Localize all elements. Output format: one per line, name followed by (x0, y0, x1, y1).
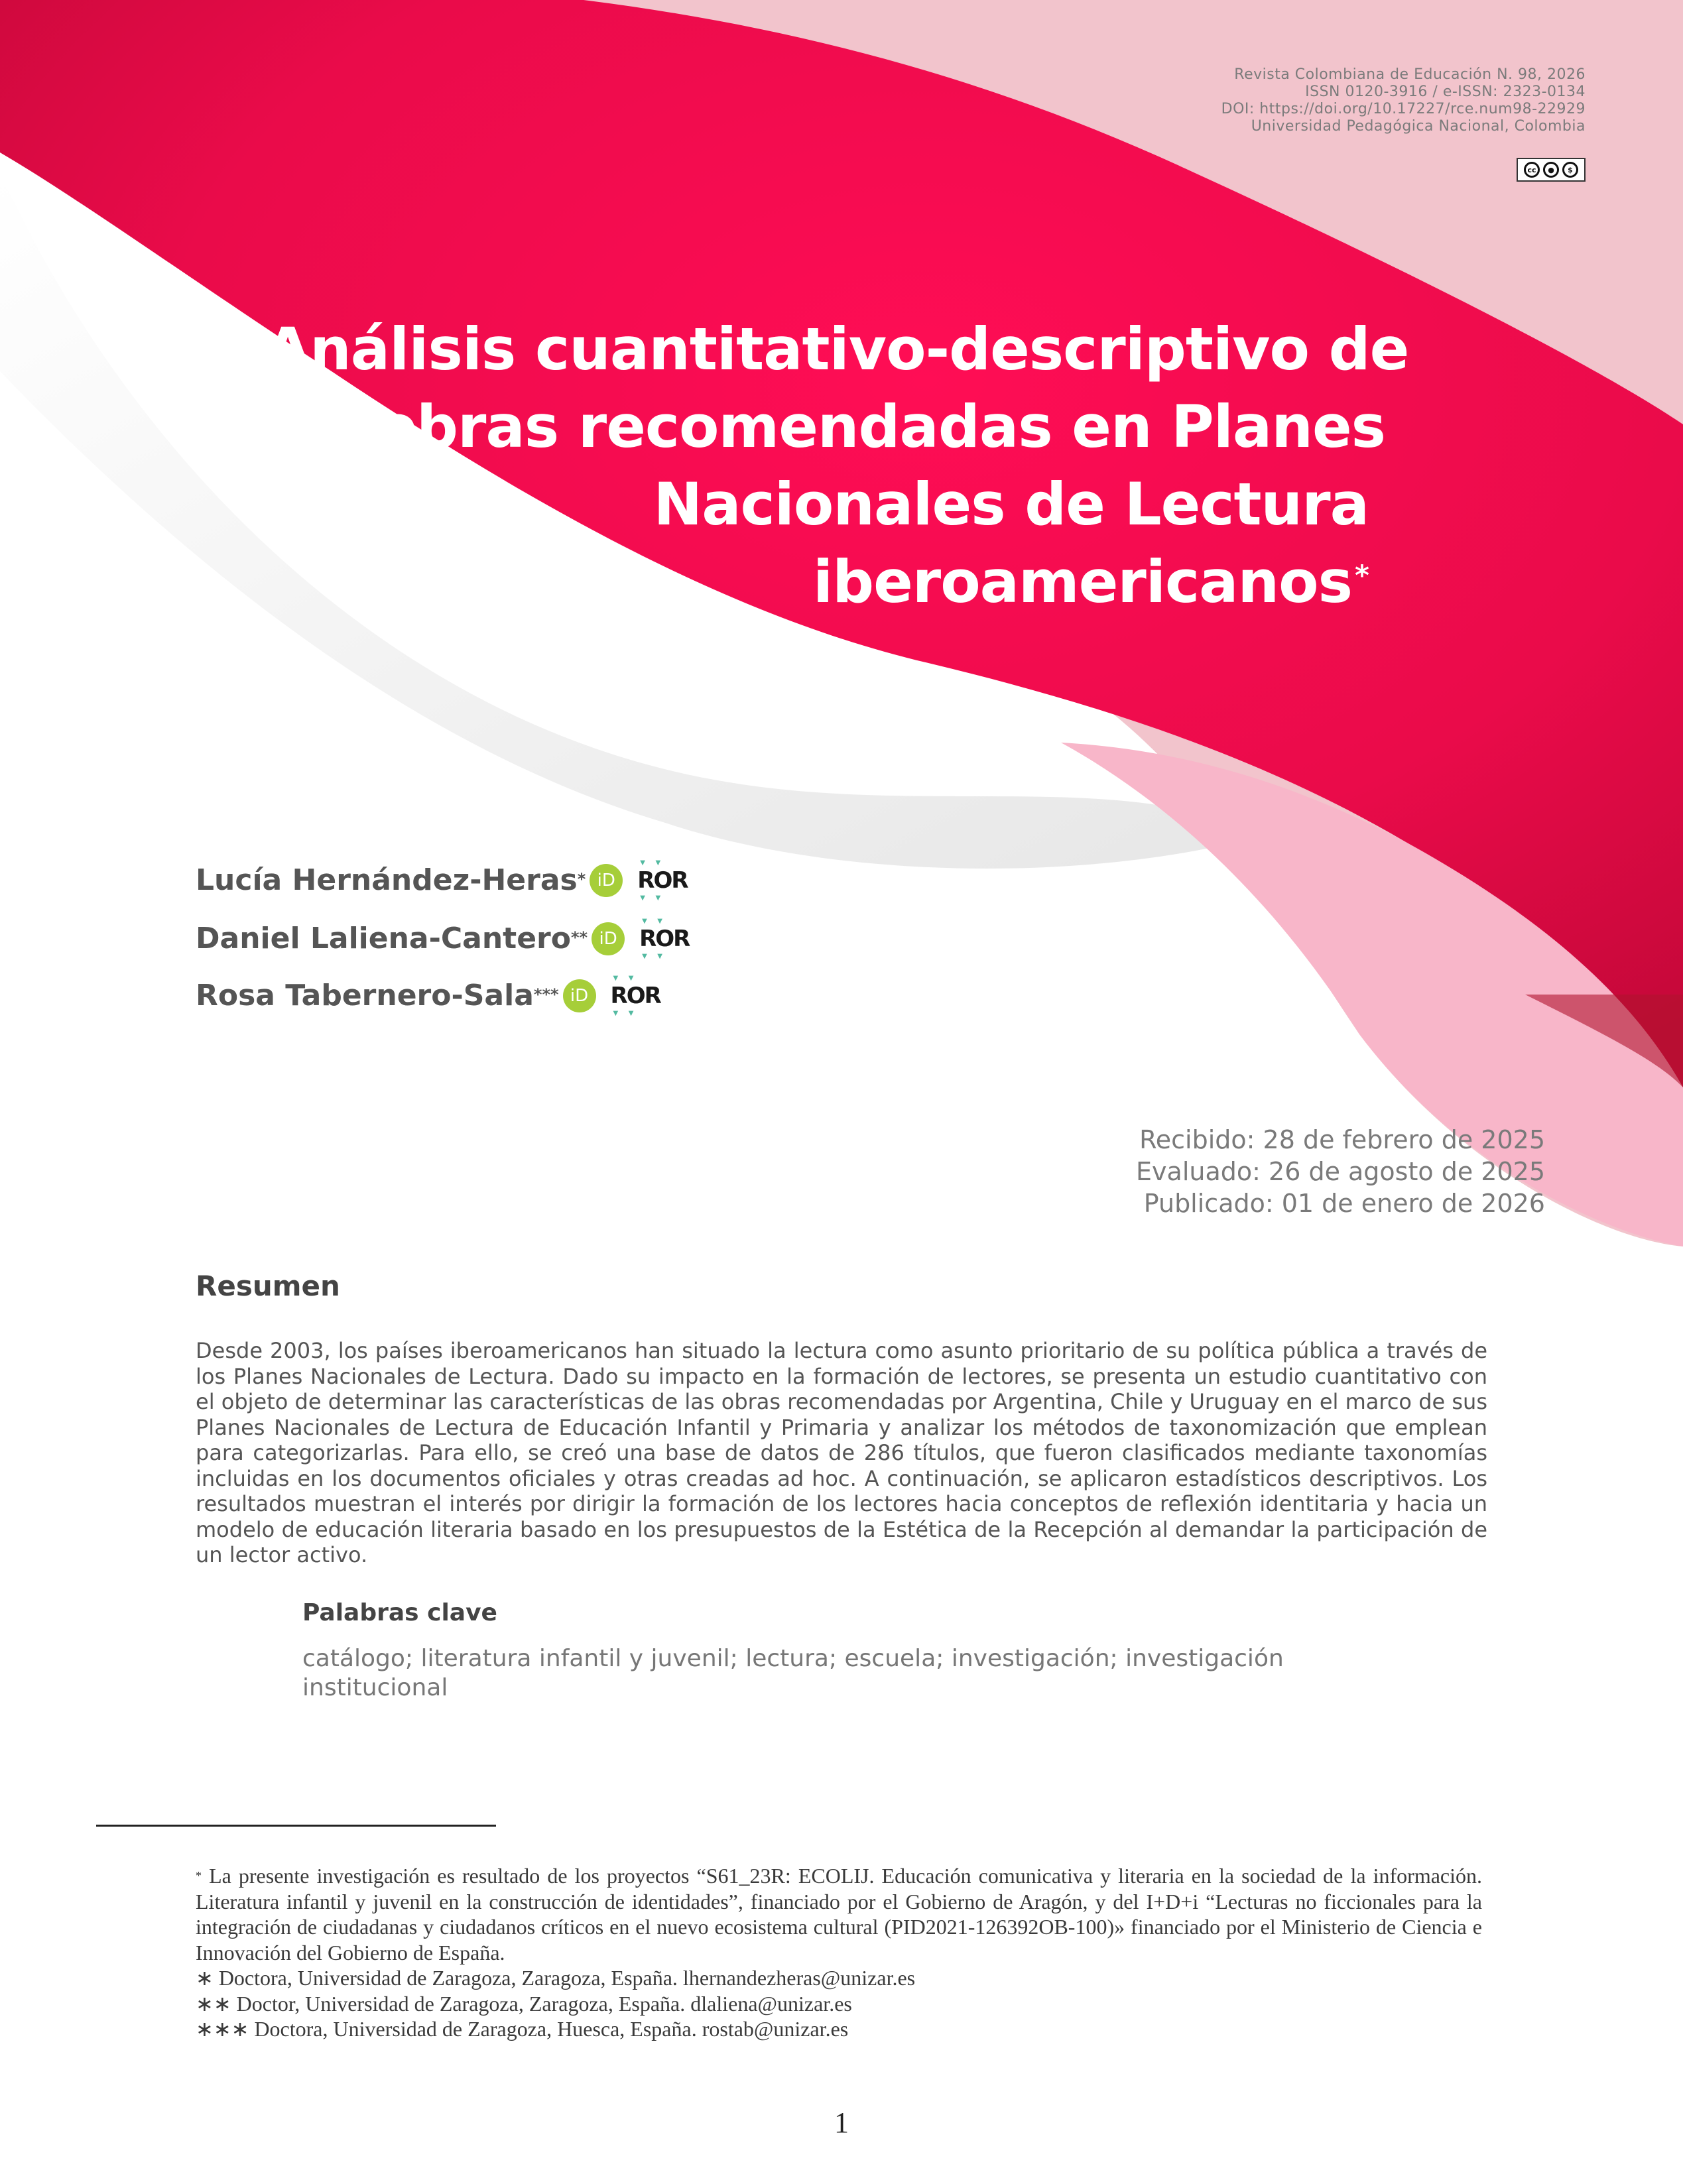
journal-issn: ISSN 0120-3916 / e-ISSN: 2323-0134 (1305, 84, 1586, 100)
creative-commons-license-badge[interactable] (1517, 158, 1586, 182)
footnote-author-3: ∗∗∗ Doctora, Universidad de Zaragoza, Huesca, España. rostab@unizar.es (196, 2017, 849, 2041)
author-mark: ** (570, 928, 588, 947)
author-name: Lucía Hernández-Heras (196, 863, 578, 897)
keywords-text: catálogo; literatura infantil y juvenil; lectura; escuela; investigación; investigación institucional (302, 1645, 1284, 1701)
ror-icon[interactable]: ▼ ▼ ROR ▼ ▼ (611, 983, 660, 1009)
title-line-4: iberoamericanos (812, 548, 1353, 616)
article-title (265, 310, 1409, 621)
page-number: 1 (834, 2106, 849, 2139)
title-line-2: las obras recomendadas en Planes (265, 393, 1386, 461)
publication-dates (1136, 1124, 1545, 1219)
orcid-icon[interactable]: iD (592, 922, 625, 955)
footnote-author-2: ∗∗ Doctor, Universidad de Zaragoza, Zaragoza, España. dlaliena@unizar.es (196, 1991, 852, 2016)
footnotes (196, 1863, 1482, 2042)
received-date: Recibido: 28 de febrero de 2025 (1139, 1125, 1545, 1154)
footnote-mark: * (196, 1869, 202, 1882)
by-icon: ● (1543, 162, 1559, 178)
title-footnote-mark[interactable]: * (1355, 559, 1369, 591)
cc-icon: cc (1524, 162, 1540, 178)
author-3 (196, 979, 660, 1012)
journal-doi[interactable]: DOI: https://doi.org/10.17227/rce.num98-22929 (1221, 101, 1586, 117)
footnote-project (196, 1863, 1482, 1965)
nc-icon: $ (1562, 162, 1578, 178)
abstract-heading: Resumen (196, 1270, 340, 1302)
orcid-icon[interactable]: iD (590, 864, 623, 897)
ror-icon[interactable]: ▼ ▼ ROR ▼ ▼ (639, 926, 689, 952)
footnote-divider (96, 1825, 496, 1827)
published-date: Publicado: 01 de enero de 2026 (1143, 1189, 1545, 1218)
title-line-3: Nacionales de Lectura (653, 470, 1369, 538)
ror-icon[interactable]: ▼ ▼ ROR ▼ ▼ (637, 867, 687, 894)
evaluated-date: Evaluado: 26 de agosto de 2025 (1136, 1157, 1545, 1186)
author-2 (196, 922, 689, 955)
author-mark: *** (533, 985, 559, 1004)
journal-name: Revista Colombiana de Educación N. 98, 2026 (1234, 66, 1586, 83)
abstract-text: Desde 2003, los países iberoamericanos han situado la lectura como asunto prioritario de su política pública a través de los Planes Nacionales de Lectura. Dado su impacto en la formación de lectores, se presenta un estudio cuantitativo con el objeto de determinar las características de las obras recomendadas por Argentina, Chile y Uruguay en el marco de sus Planes Nacionales de Lectura de Educación Infantil y Primaria y analizar los métodos de taxonomización que emplean para categorizarlas. Para ello, se creó una base de datos de 286 títulos, que fueron clasificados mediante taxonomías incluidas en los documentos oficiales y otras creadas ad hoc. A continuación, se aplicaron estadísticos descriptivos. Los resultados muestran el interés por dirigir la formación de los lectores hacia conceptos de reflexión identitaria y hacia un modelo de educación literaria basado en los presupuestos de la Estética de la Recepción al demandar la participación de un lector activo. (196, 1338, 1487, 1567)
footnote-author-1: ∗ Doctora, Universidad de Zaragoza, Zaragoza, España. lhernandezheras@unizar.es (196, 1966, 916, 1990)
orcid-icon[interactable]: iD (563, 979, 596, 1012)
journal-info (1221, 66, 1586, 135)
author-name: Rosa Tabernero-Sala (196, 979, 534, 1012)
author-mark: * (577, 869, 586, 888)
author-name: Daniel Laliena-Cantero (196, 922, 571, 955)
footnote-project-text: La presente investigación es resultado de los proyectos “S61_23R: ECOLIJ. Educación comunicativa y literaria en la sociedad de la información. Literatura infantil y juvenil en la construcción de identidades”, financiado por el Gobierno de Aragón, y del I+D+i “Lecturas no ficcionales para la integración de ciudadanas y ciudadanos críticos en el nuevo ecosistema cultural (PID2021-126392OB-100)» financiado por el Ministerio de Ciencia e Innovación del Gobierno de España. (196, 1864, 1483, 1965)
keywords-heading: Palabras clave (302, 1599, 497, 1626)
author-1 (196, 863, 688, 897)
journal-university: Universidad Pedagógica Nacional, Colombia (1251, 118, 1586, 135)
title-line-1: Análisis cuantitativo-descriptivo de (265, 315, 1409, 383)
